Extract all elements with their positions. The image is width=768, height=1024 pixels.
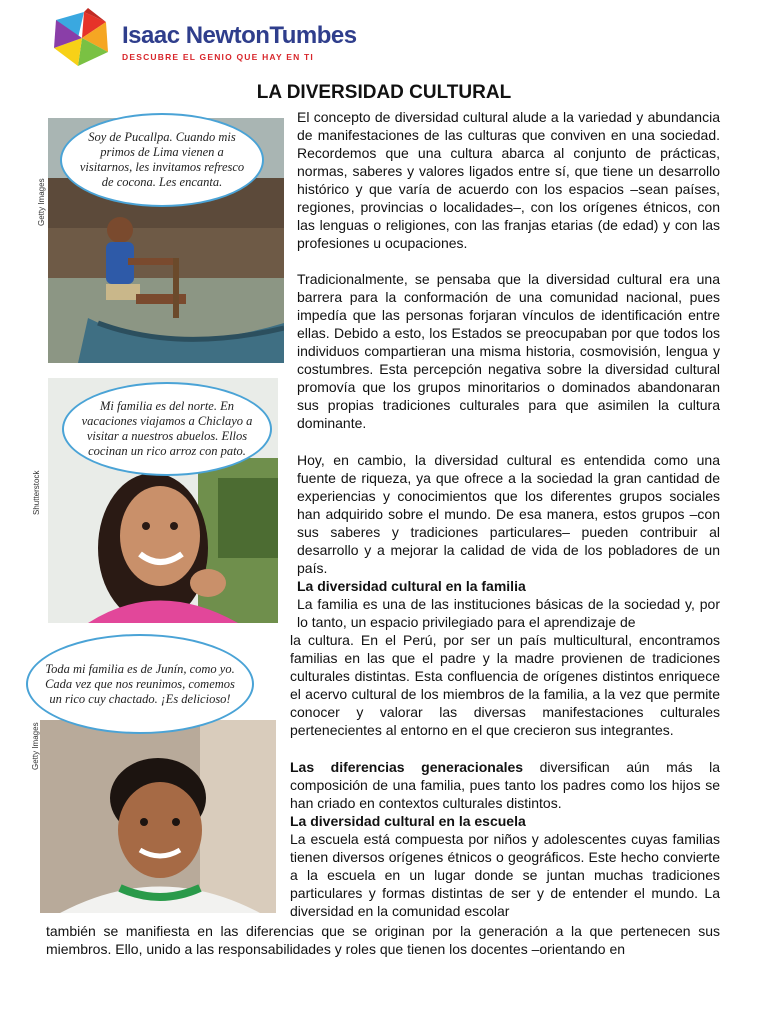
photo-credit: Shutterstock [32, 470, 41, 515]
paragraph: El concepto de diversidad cultural alude a la variedad y abundancia de manifestaciones de las culturas que conviven en una sociedad. Recordemos que una cultura abarca al conjunto de prácticas, normas, saberes y valores ligados entre sí, que tiene un desarrollo histórico y que varía de acuerdo con los espacios –sean países, regiones, provincias o localidades–, con los orígenes étnicos, con las lenguas o religiones, con las franjas etarias (de edad) y con las profesiones u ocupaciones. [297, 109, 720, 251]
paragraph [290, 758, 720, 812]
paragraph: la cultura. En el Perú, por ser un país multicultural, encontramos familias en las que el padre y la madre provienen de tradiciones culturales distintas. Esta confluencia de orígenes distintos enriquece el acervo cultural de los miembros de la familia, a la vez que permite conocer y valorar las diversas manifestaciones culturales pertenecientes al entorno en el que crecieron sus integrantes. [290, 632, 720, 738]
school-name: Isaac NewtonTumbes [122, 22, 357, 49]
bold-term: Las diferencias generacionales [290, 759, 524, 775]
paragraph: Hoy, en cambio, la diversidad cultural es entendida como una fuente de riqueza, ya que ofrece a la sociedad la gran cantidad de experiencias y conocimientos que los diferentes grupos sociales han adquirido sobre el mundo. De esa manera, estos grupos –con sus saberes y tradiciones particulares– pueden contribuir al desarrollo y a mejorar la calidad de vida de los pobladores de un país. [297, 452, 720, 576]
speech-bubble: Mi familia es del norte. En vacaciones viajamos a Chiclayo a visitar a nuestros abuelos. Ellos cocinan un rico arroz con pato. [62, 382, 272, 476]
photo-credit: Getty Images [31, 722, 40, 770]
section-heading: La diversidad cultural en la escuela [290, 813, 526, 829]
section-heading: La diversidad cultural en la familia [297, 578, 526, 594]
speech-bubble: Soy de Pucallpa. Cuando mis primos de Lima vienen a visitarnos, les invitamos refresco de cocona. Les encanta. [60, 113, 264, 207]
paragraph: La escuela está compuesta por niños y adolescentes cuyas familias tienen diversos orígenes étnicos o geográficos. Este hecho convierte a la escuela en un lugar donde se juntan muchas tradiciones particulares y formas distintas de ser y de entender el mundo. La diversidad en la comunidad escolar [290, 831, 720, 919]
photo-boy [40, 720, 276, 913]
paragraph-text: diversifican aún más la composición de una familia, pues tanto los padres como los hijos se han criado en contextos culturales distintos. [290, 759, 720, 811]
page-title: LA DIVERSIDAD CULTURAL [256, 82, 512, 103]
paragraph: La familia es una de las instituciones básicas de la sociedad y, por lo tanto, un espacio privilegiado para el aprendizaje de [297, 596, 720, 630]
paragraph: Tradicionalmente, se pensaba que la diversidad cultural era una barrera para la conformación de una comunidad nacional, pues impedía que las personas forjaran vínculos de identificación entre ellas. Debido a esto, los Estados se preocupaban por que todos los individuos compartieran una misma historia, cosmovisión, lengua y costumbres. Esta percepción negativa sobre la diversidad cultural promovía que los grupos minoritarios o dominados abandonaran sus propias tradiciones culturales para que asimilen la cultura dominante. [297, 271, 720, 431]
speech-bubble: Toda mi familia es de Junín, como yo. Cada vez que nos reunimos, comemos un rico cuy chactado. ¡Es delicioso! [26, 634, 254, 734]
paragraph: también se manifiesta en las diferencias que se originan por la generación a la que pertenecen sus miembros. Ello, unido a las responsabilidades y roles que tienen los docentes –orientando en [46, 923, 720, 957]
school-tagline: DESCUBRE EL GENIO QUE HAY EN TI [122, 52, 314, 62]
photo-credit: Getty Images [37, 178, 46, 226]
logo-mark-icon [48, 8, 116, 70]
